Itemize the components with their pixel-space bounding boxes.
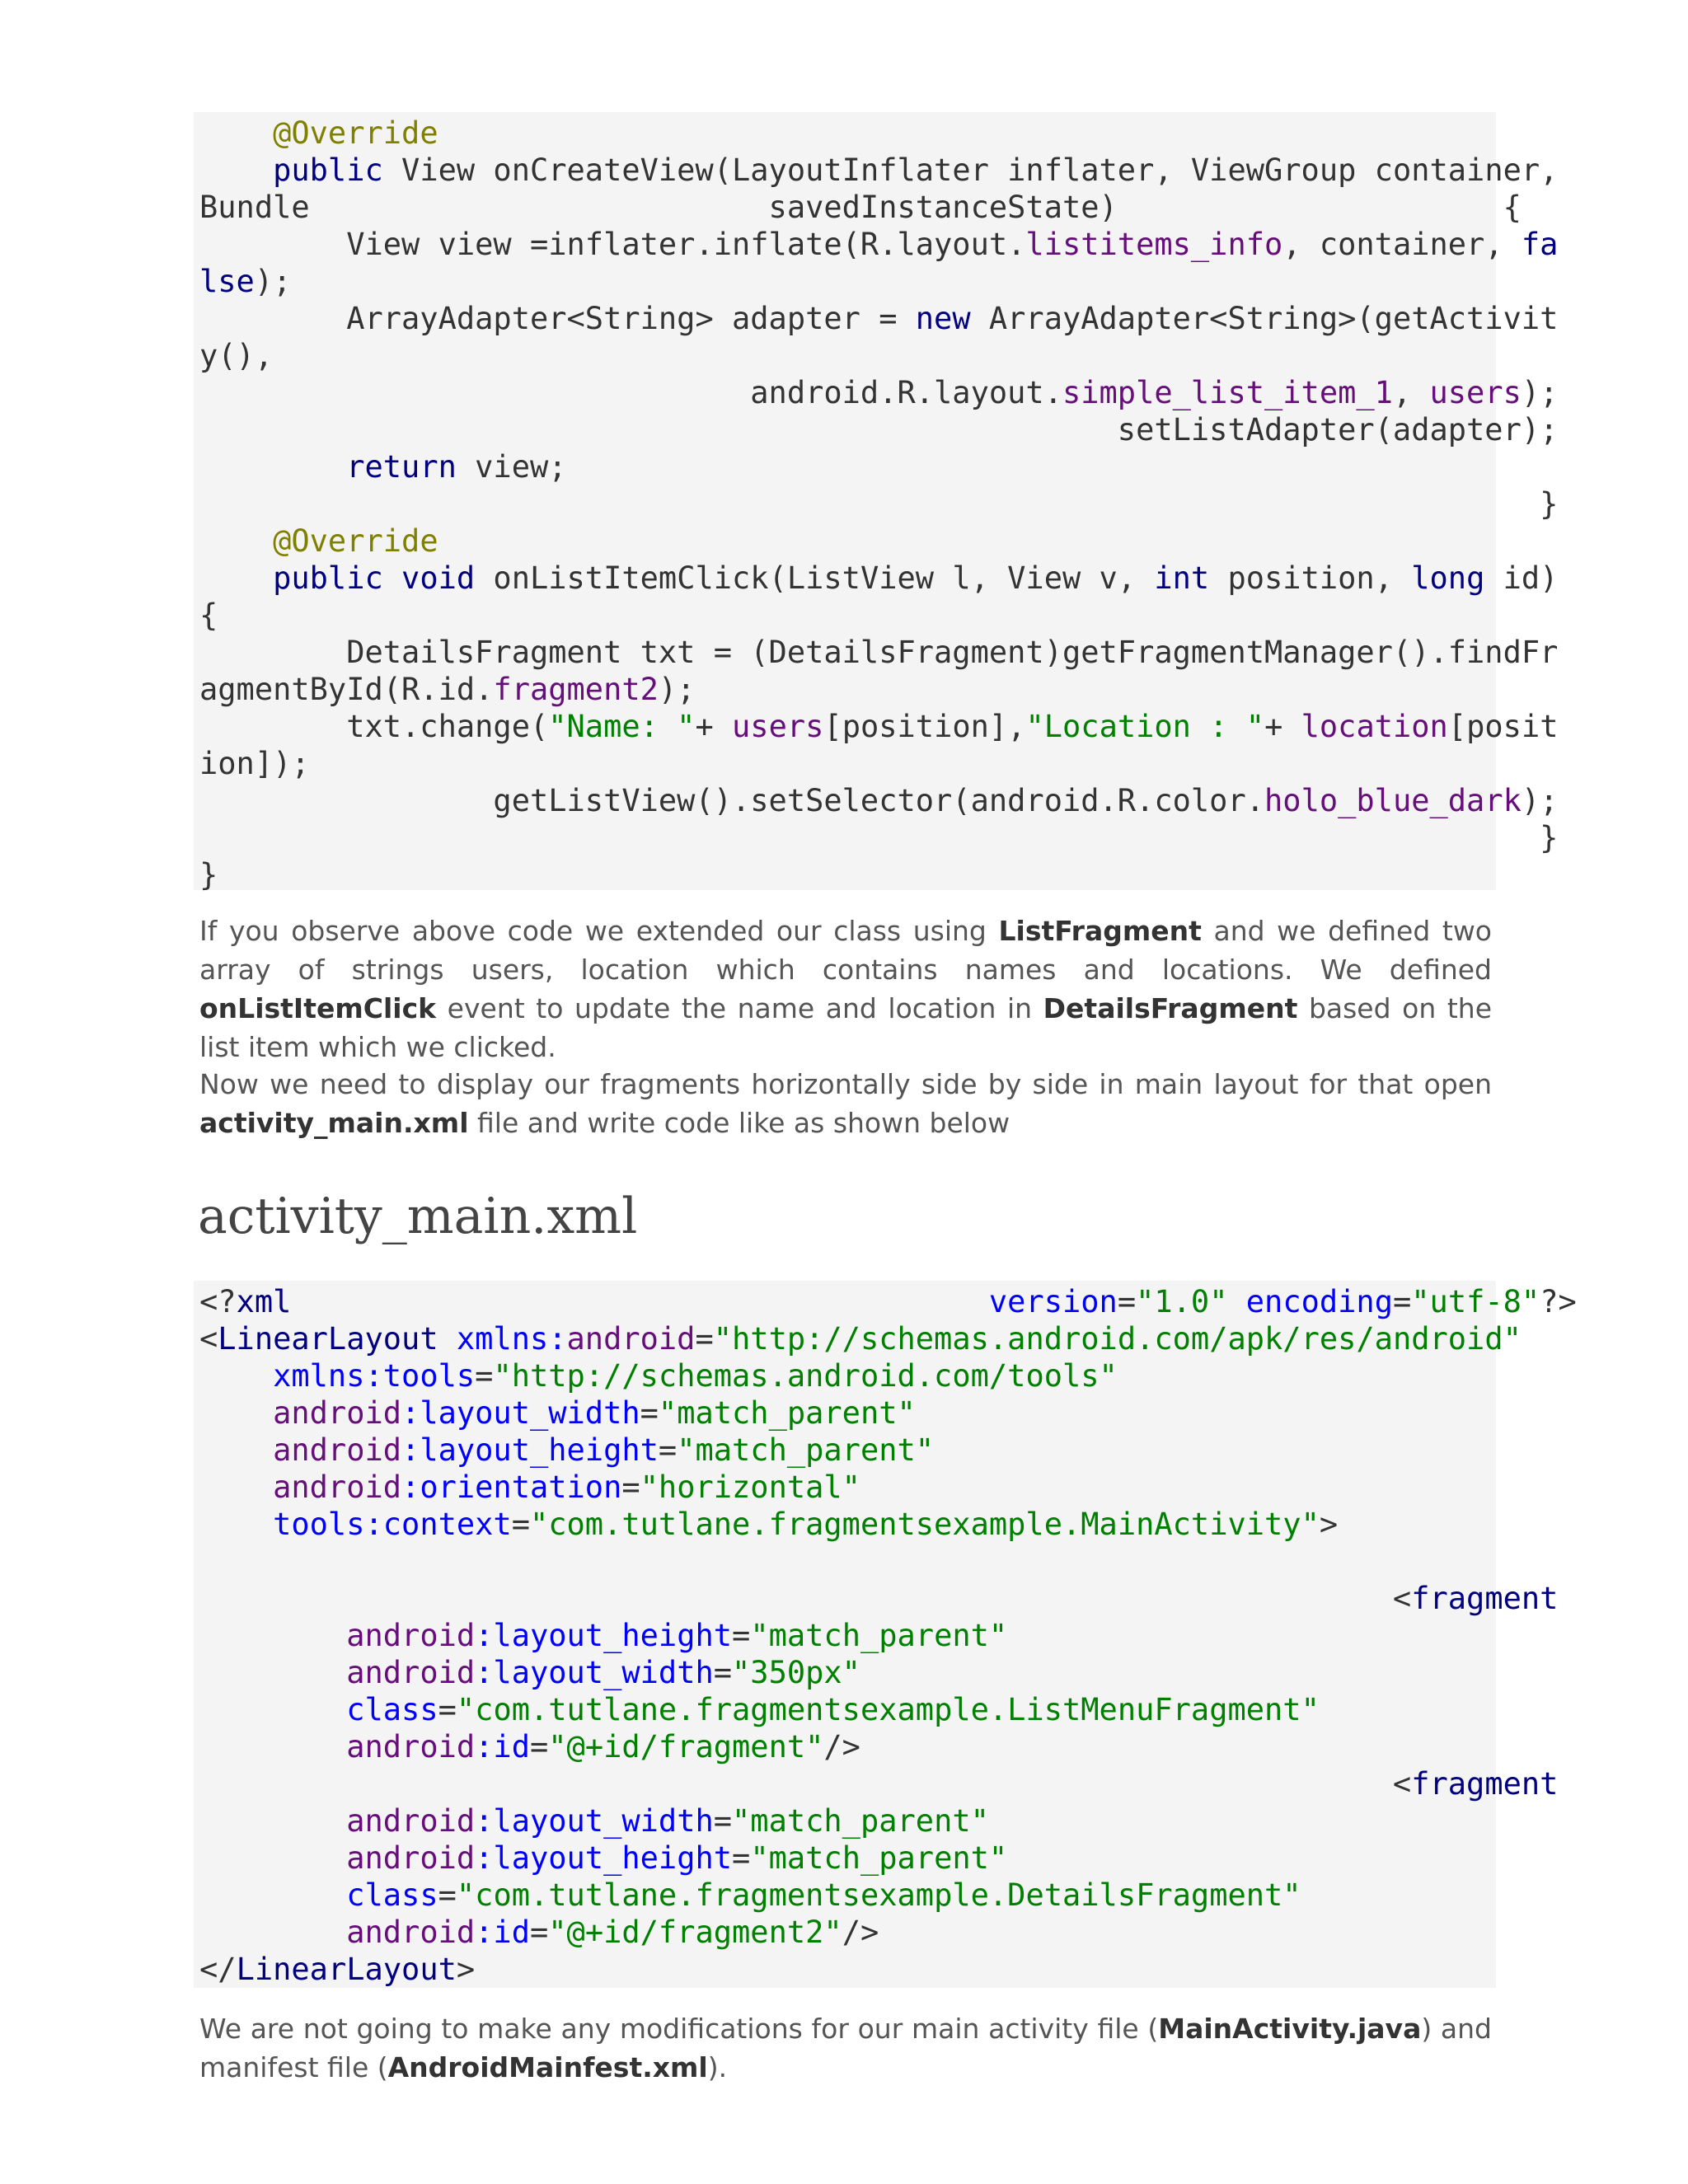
xml-code-line: class="com.tutlane.fragmentsexample.DetailsFragment" — [346, 1877, 1301, 1913]
explanation-paragraph: If you observe above code we extended our class using ListFragment and we defined two array of strings users, location which contains names and locations. We defined onListItemClick event to update the name and location in DetailsFragment based on the list item which we clicked. — [199, 915, 1492, 1063]
xml-code-line: <fragment — [199, 1766, 1559, 1802]
java-code-line: ArrayAdapter<String> adapter = new ArrayAdapter<String>(getActivit — [199, 301, 1559, 336]
xml-code-line: xmlns:tools="http://schemas.android.com/tools" — [273, 1358, 1118, 1394]
xml-code-line: android:layout_width="350px" — [346, 1655, 860, 1690]
xml-code-line: <fragment — [199, 1581, 1559, 1616]
xml-code-line: tools:context="com.tutlane.fragmentsexample.MainActivity"> — [273, 1507, 1339, 1542]
bold-term: activity_main.xml — [199, 1107, 469, 1139]
xml-code-line: class="com.tutlane.fragmentsexample.ListMenuFragment" — [346, 1692, 1320, 1727]
java-code-line: public void onListItemClick(ListView l, View v, int position, long id) — [273, 560, 1559, 596]
closing-paragraph: We are not going to make any modifications for our main activity file (MainActivity.java) and manifest file (AndroidMainfest.xml). — [199, 2013, 1492, 2083]
java-code-line: } — [199, 820, 1559, 855]
java-code-line: getListView().setSelector(android.R.color.holo_blue_dark); — [199, 783, 1559, 818]
xml-code-line: <LinearLayout xmlns:android="http://schemas.android.com/apk/res/android" — [199, 1321, 1522, 1357]
xml-code-line: android:layout_height="match_parent" — [273, 1432, 935, 1468]
java-code-line: } — [199, 857, 218, 893]
java-code-line: android.R.layout.simple_list_item_1, users); — [199, 375, 1559, 410]
java-code-line: txt.change("Name: "+ users[position],"Location : "+ location[posit — [199, 709, 1559, 744]
xml-code-line: </LinearLayout> — [199, 1952, 476, 1987]
bold-term: MainActivity.java — [1158, 2013, 1422, 2045]
xml-code-line: android:layout_height="match_parent" — [346, 1840, 1008, 1876]
bold-term: AndroidMainfest.xml — [387, 2051, 708, 2083]
java-code-line: public View onCreateView(LayoutInflater inflater, ViewGroup container, — [273, 152, 1559, 188]
java-code-line: return view; — [346, 449, 567, 485]
java-code-line: y(), — [199, 338, 274, 373]
java-code-line: DetailsFragment txt = (DetailsFragment)getFragmentManager().findFr — [199, 635, 1559, 670]
bold-term: onListItemClick — [199, 992, 437, 1024]
xml-code-line: android:layout_width="match_parent" — [273, 1395, 916, 1431]
xml-code-line: android:orientation="horizontal" — [273, 1469, 860, 1505]
xml-code-line — [199, 1543, 1496, 1580]
xml-code-line: <?xml version="1.0" encoding="utf-8"?> — [199, 1284, 1577, 1319]
section-heading: activity_main.xml — [198, 1188, 638, 1245]
java-code-line: setListAdapter(adapter); — [199, 412, 1559, 448]
java-code-line: @Override — [273, 115, 438, 151]
java-code-line: { — [199, 598, 218, 633]
xml-code-block — [194, 1281, 1577, 1988]
java-code-line: ion]); — [199, 746, 310, 781]
instruction-paragraph: Now we need to display our fragments horizontally side by side in main layout for that open activity_main.xml file and write code like as shown below — [199, 1068, 1492, 1139]
java-code-line: lse); — [199, 264, 292, 299]
java-code-block — [194, 112, 1559, 893]
java-code-line: agmentById(R.id.fragment2); — [199, 672, 696, 707]
java-code-line: } — [199, 486, 1559, 522]
bold-term: ListFragment — [998, 915, 1202, 947]
xml-code-line: android:layout_width="match_parent" — [346, 1803, 989, 1839]
xml-code-line: android:id="@+id/fragment2"/> — [346, 1915, 879, 1950]
java-code-line: @Override — [273, 523, 438, 559]
xml-code-line: android:layout_height="match_parent" — [346, 1618, 1008, 1653]
java-code-line: View view =inflater.inflate(R.layout.listitems_info, container, fa — [199, 227, 1559, 262]
java-code-line: Bundle savedInstanceState) { — [199, 190, 1522, 225]
bold-term: DetailsFragment — [1043, 992, 1298, 1024]
xml-code-line: android:id="@+id/fragment"/> — [346, 1729, 860, 1765]
